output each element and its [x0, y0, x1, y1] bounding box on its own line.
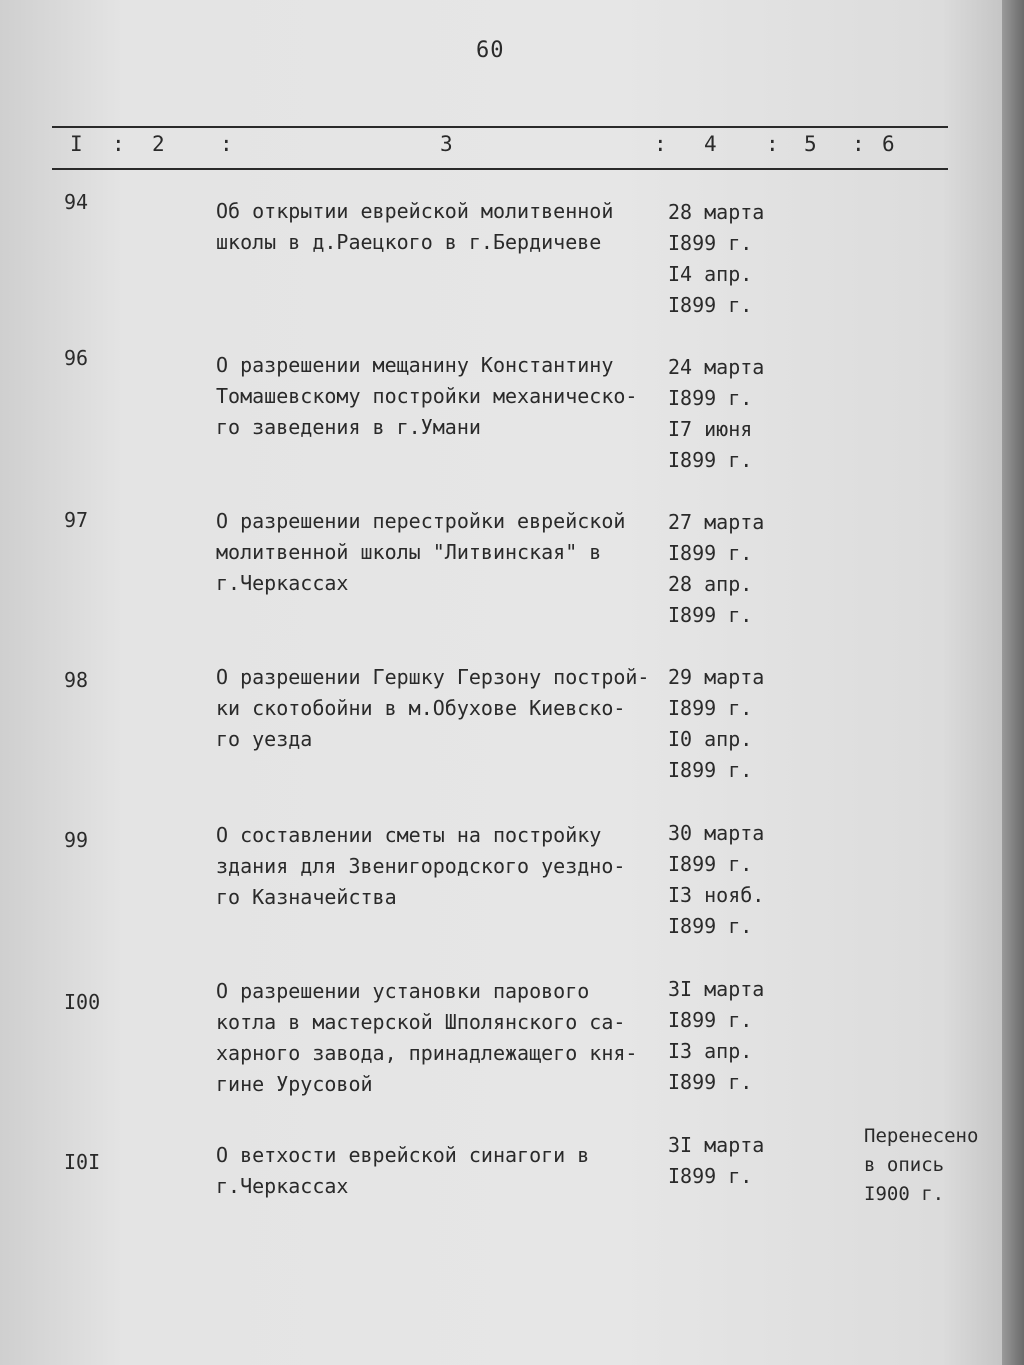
entry-title-line: школы в д.Раецкого в г.Бердичеве: [216, 230, 602, 254]
entry-title-line: О разрешении Гершку Герзону построй-: [216, 665, 650, 689]
entry-date-line: I899 г.: [668, 758, 753, 782]
column-header-separator: :: [220, 132, 233, 156]
entry-title-line: О ветхости еврейской синагоги в: [216, 1143, 590, 1167]
entry-title-line: ки скотобойни в м.Обухове Киевско-: [216, 696, 626, 720]
entry-number: 97: [64, 508, 89, 532]
entry-date-line: I899 г.: [668, 541, 753, 565]
column-header-1: I: [70, 132, 83, 156]
entry-number: 96: [64, 346, 89, 370]
entry-title-line: Об открытии еврейской молитвенной: [216, 199, 614, 223]
entry-title-line: О разрешении установки парового: [216, 979, 590, 1003]
entry-date-line: I899 г.: [668, 1008, 753, 1032]
entry-title-line: г.Черкассах: [216, 571, 349, 595]
entry-number: I00: [64, 990, 101, 1014]
entry-date-line: 3I марта: [668, 977, 765, 1001]
entry-title: [216, 1140, 666, 1202]
entry-date-line: I0 апр.: [668, 727, 753, 751]
entry-number: 99: [64, 828, 89, 852]
entry-date-line: I899 г.: [668, 603, 753, 627]
entry-date-line: I3 апр.: [668, 1039, 753, 1063]
page-number: 60: [476, 38, 505, 63]
column-header-4: 4: [704, 132, 717, 156]
entry-note-line: I900 г.: [864, 1183, 945, 1205]
column-header-6: 6: [882, 132, 895, 156]
entry-date-line: 28 апр.: [668, 572, 753, 596]
entry-dates: [668, 507, 808, 631]
column-header-separator: :: [654, 132, 667, 156]
entry-note-line: Перенесено: [864, 1125, 979, 1147]
entry-title-line: го заведения в г.Умани: [216, 415, 481, 439]
entry-date-line: 29 марта: [668, 665, 765, 689]
entry-dates: [668, 197, 808, 321]
entry-number: 94: [64, 190, 89, 214]
entry-number: 98: [64, 668, 89, 692]
entry-date-line: I4 апр.: [668, 262, 753, 286]
entry-dates: [668, 1130, 808, 1192]
entry-date-line: 3I марта: [668, 1133, 765, 1157]
entry-date-line: I899 г.: [668, 386, 753, 410]
entry-date-line: I899 г.: [668, 1070, 753, 1094]
entry-date-line: I899 г.: [668, 1164, 753, 1188]
entry-dates: [668, 352, 808, 476]
entry-dates: [668, 974, 808, 1098]
entry-title-line: молитвенной школы "Литвинская" в: [216, 540, 602, 564]
column-header-2: 2: [152, 132, 165, 156]
entry-note: [864, 1122, 1004, 1209]
entry-date-line: 28 марта: [668, 200, 765, 224]
column-header-separator: :: [112, 132, 125, 156]
entry-title-line: го Казначейства: [216, 885, 397, 909]
entry-title-line: О разрешении перестройки еврейской: [216, 509, 626, 533]
column-header-5: 5: [804, 132, 817, 156]
entry-title-line: О разрешении мещанину Константину: [216, 353, 614, 377]
column-header-separator: :: [852, 132, 865, 156]
entry-date-line: I899 г.: [668, 914, 753, 938]
entry-title-line: здания для Звенигородского уездно-: [216, 854, 626, 878]
entry-title-line: О составлении сметы на постройку: [216, 823, 602, 847]
entry-number: I0I: [64, 1150, 101, 1174]
entry-title-line: гине Урусовой: [216, 1072, 373, 1096]
entry-date-line: I899 г.: [668, 852, 753, 876]
entry-date-line: I7 июня: [668, 417, 753, 441]
column-header-3: 3: [440, 132, 453, 156]
entry-title: [216, 196, 666, 258]
entry-date-line: I899 г.: [668, 696, 753, 720]
entry-title-line: харного завода, принадлежащего кня-: [216, 1041, 638, 1065]
entry-date-line: 30 марта: [668, 821, 765, 845]
entry-date-line: I3 нояб.: [668, 883, 765, 907]
entry-title: [216, 506, 666, 599]
header-top-rule: [52, 126, 948, 128]
column-header-separator: :: [766, 132, 779, 156]
entry-date-line: I899 г.: [668, 231, 753, 255]
header-bottom-rule: [52, 168, 948, 170]
entry-title-line: котла в мастерской Шполянского са-: [216, 1010, 626, 1034]
entry-title-line: г.Черкассах: [216, 1174, 349, 1198]
page-edge-shadow: [1002, 0, 1024, 1365]
entry-dates: [668, 818, 808, 942]
entry-title: [216, 350, 666, 443]
entry-title: [216, 820, 666, 913]
entry-date-line: I899 г.: [668, 293, 753, 317]
entry-date-line: 24 марта: [668, 355, 765, 379]
entry-title-line: го уезда: [216, 727, 313, 751]
entry-dates: [668, 662, 808, 786]
entry-title: [216, 976, 666, 1100]
entry-title: [216, 662, 666, 755]
entry-title-line: Томашевскому постройки механическо-: [216, 384, 638, 408]
entry-date-line: 27 марта: [668, 510, 765, 534]
entry-date-line: I899 г.: [668, 448, 753, 472]
entry-note-line: в опись: [864, 1154, 945, 1176]
